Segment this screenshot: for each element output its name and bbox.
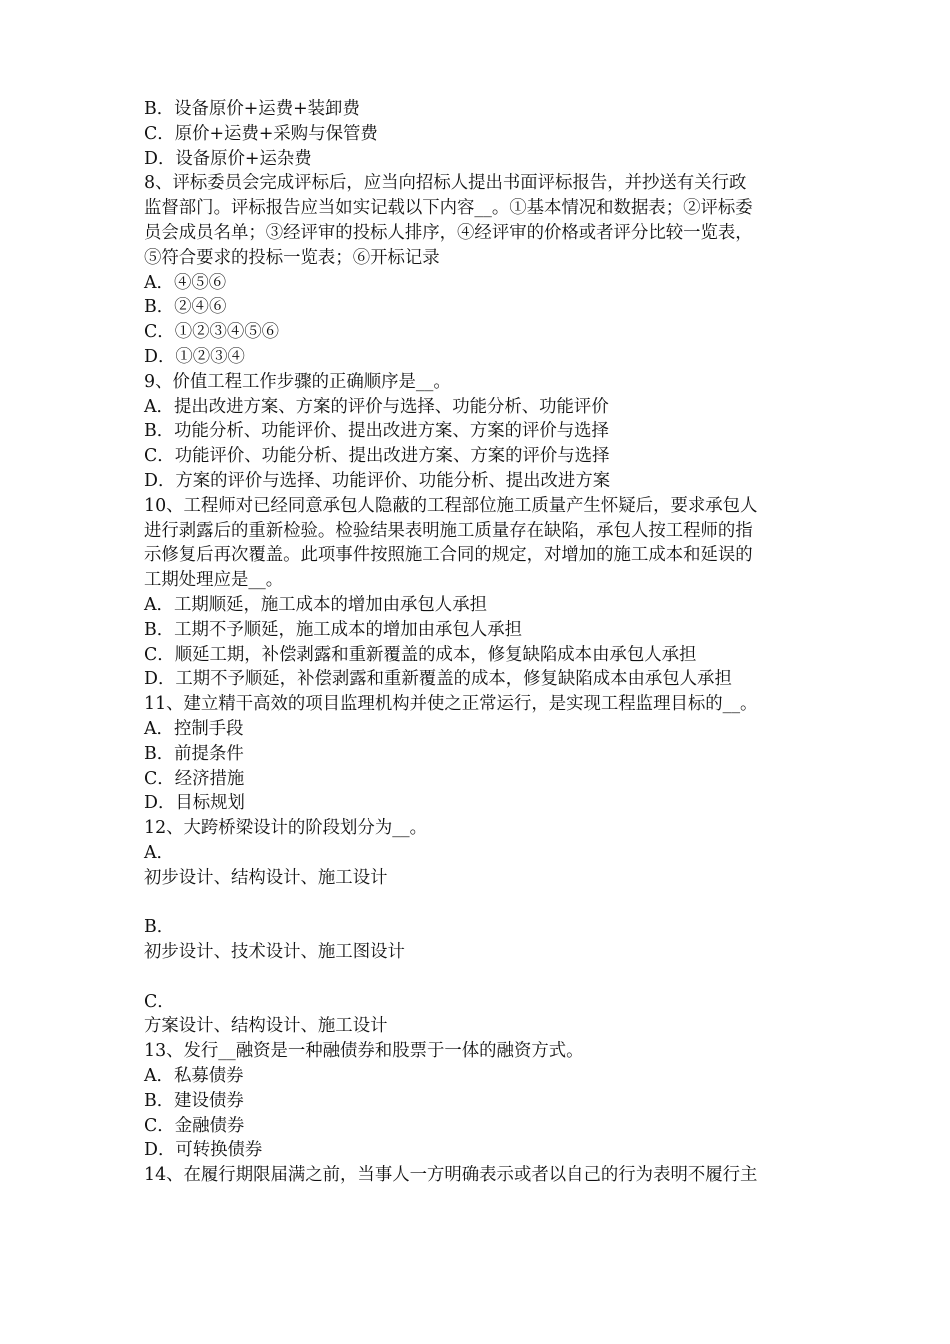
q10-stem-line: 工期处理应是__。: [144, 570, 284, 591]
q12-option-c-text: 方案设计、结构设计、施工设计: [144, 1016, 388, 1037]
q10-stem-line: 10、工程师对已经同意承包人隐蔽的工程部位施工质量产生怀疑后，要求承包人: [144, 495, 758, 516]
q12-option-a-text: 初步设计、结构设计、施工设计: [144, 867, 388, 888]
q11-option-d: D．目标规划: [144, 793, 245, 814]
blank-line: [144, 965, 814, 990]
q10-option-d: D．工期不予顺延，补偿剥露和重新覆盖的成本，修复缺陷成本由承包人承担: [144, 669, 732, 690]
q11-option-b: B．前提条件: [144, 743, 244, 764]
q8-option-c: C．①②③④⑤⑥: [144, 322, 280, 343]
q9-option-d: D．方案的评价与选择、功能评价、功能分析、提出改进方案: [144, 470, 611, 491]
q10-stem-line: 进行剥露后的重新检验。检验结果表明施工质量存在缺陷，承包人按工程师的指: [144, 520, 753, 541]
q7-option-d: D．设备原价+运杂费: [144, 148, 312, 169]
q8-stem-line: ⑤符合要求的投标一览表；⑥开标记录: [144, 247, 440, 268]
q8-option-a: A．④⑤⑥: [144, 272, 227, 293]
q10-option-c: C．顺延工期，补偿剥露和重新覆盖的成本，修复缺陷成本由承包人承担: [144, 644, 697, 665]
q13-option-d: D．可转换债券: [144, 1140, 263, 1161]
q11-stem: 11、建立精干高效的项目监理机构并使之正常运行，是实现工程监理目标的__。: [144, 694, 758, 715]
q9-stem: 9、价值工程工作步骤的正确顺序是__。: [144, 371, 451, 392]
q13-option-a: A．私募债券: [144, 1066, 244, 1087]
q9-option-c: C．功能评价、功能分析、提出改进方案、方案的评价与选择: [144, 446, 610, 467]
q12-option-b-text: 初步设计、技术设计、施工图设计: [144, 942, 405, 963]
q14-stem: 14、在履行期限届满之前，当事人一方明确表示或者以自己的行为表明不履行主: [144, 1165, 758, 1186]
q11-option-c: C．经济措施: [144, 768, 245, 789]
q9-option-a: A．提出改进方案、方案的评价与选择、功能分析、功能评价: [144, 396, 609, 417]
q10-option-a: A．工期顺延，施工成本的增加由承包人承担: [144, 594, 487, 615]
q10-option-b: B．工期不予顺延，施工成本的增加由承包人承担: [144, 619, 522, 640]
document-page: [144, 97, 814, 1188]
q8-stem-line: 8、评标委员会完成评标后，应当向招标人提出书面评标报告，并抄送有关行政: [144, 173, 747, 194]
q8-stem-line: 监督部门。评标报告应当如实记载以下内容__。①基本情况和数据表；②评标委: [144, 198, 753, 219]
q12-option-b-letter: B．: [144, 917, 175, 938]
q7-option-b: B．设备原价+运费+装卸费: [144, 99, 360, 119]
q13-option-b: B．建设债券: [144, 1090, 244, 1111]
q12-option-a-letter: A．: [144, 842, 174, 863]
blank-line: [144, 891, 814, 916]
q13-option-c: C．金融债券: [144, 1115, 245, 1136]
q9-option-b: B．功能分析、功能评价、提出改进方案、方案的评价与选择: [144, 421, 609, 442]
q8-option-d: D．①②③④: [144, 346, 245, 367]
q10-stem-line: 示修复后再次覆盖。此项事件按照施工合同的规定，对增加的施工成本和延误的: [144, 545, 753, 566]
q8-option-b: B．②④⑥: [144, 297, 227, 318]
q12-option-c-letter: C．: [144, 991, 175, 1012]
q8-stem-line: 员会成员名单；③经评审的投标人排序，④经评审的价格或者评分比较一览表，: [144, 222, 753, 243]
q7-option-c: C．原价+运费+采购与保管费: [144, 123, 378, 144]
q11-option-a: A．控制手段: [144, 718, 244, 739]
q13-stem: 13、发行__融资是一种融债券和股票于一体的融资方式。: [144, 1041, 584, 1062]
q12-stem: 12、大跨桥梁设计的阶段划分为__。: [144, 818, 427, 839]
